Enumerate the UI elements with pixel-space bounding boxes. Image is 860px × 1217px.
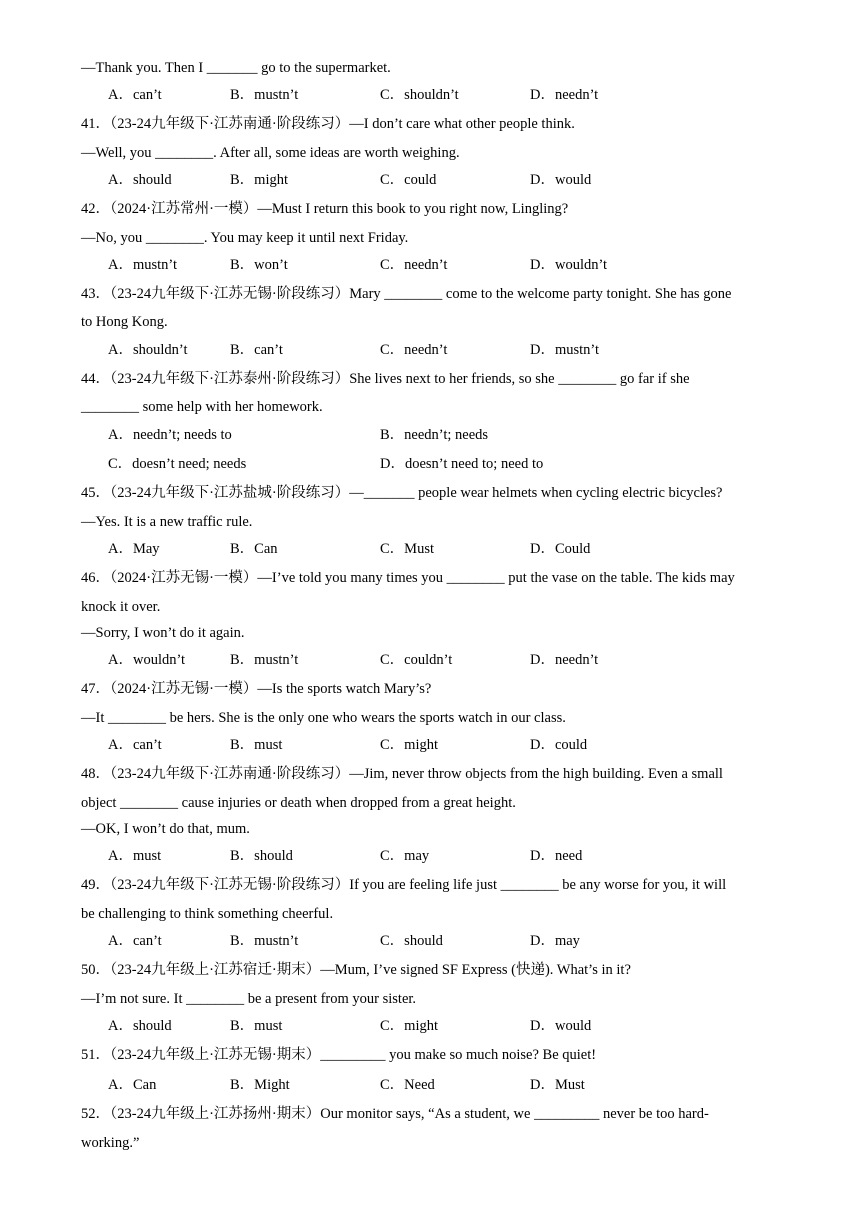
question-46-stem: 46．（2024·江苏无锡·一模）—I’ve told you many times you ________ put the vase on the table. The kids may	[81, 570, 735, 586]
q48-option-b: B．should	[230, 848, 293, 864]
question-44-stem: 44．（23-24九年级下·江苏泰州·阶段练习）She lives next to her friends, so she ________ go far if she	[81, 371, 690, 387]
q41-option-c: C．could	[380, 172, 437, 188]
q43-option-b: B．can’t	[230, 342, 283, 358]
q49-option-a: A．can’t	[108, 933, 162, 949]
q40-option-a: A．can’t	[108, 87, 162, 103]
q51-option-a: A．Can	[108, 1077, 157, 1093]
question-41-response-line: —Well, you ________. After all, some ideas are worth weighing.	[81, 145, 460, 161]
q45-option-c: C．Must	[380, 541, 434, 557]
question-45-stem: 45．（23-24九年级下·江苏盐城·阶段练习）—_______ people wear helmets when cycling electric bicycles?	[81, 485, 723, 501]
question-52-stem-cont: working.”	[81, 1135, 140, 1151]
q44-option-d: D．doesn’t need to; need to	[380, 456, 544, 472]
q43-option-d: D．mustn’t	[530, 342, 600, 358]
q50-option-c: C．might	[380, 1018, 439, 1034]
question-47-response-line: —It ________ be hers. She is the only one who wears the sports watch in our class.	[81, 710, 566, 726]
q50-option-b: B．must	[230, 1018, 283, 1034]
q43-option-c: C．needn’t	[380, 342, 448, 358]
q41-option-a: A．should	[108, 172, 172, 188]
question-43-stem: 43．（23-24九年级下·江苏无锡·阶段练习）Mary ________ come to the welcome party tonight. She has gone	[81, 286, 732, 302]
question-49-stem-cont: be challenging to think something cheerful.	[81, 906, 334, 922]
question-40-response-line: —Thank you. Then I _______ go to the supermarket.	[81, 60, 391, 76]
question-46-response-line: —Sorry, I won’t do it again.	[81, 625, 245, 641]
q42-option-b: B．won’t	[230, 257, 288, 273]
question-43-stem-cont: to Hong Kong.	[81, 314, 168, 330]
q40-option-b: B．mustn’t	[230, 87, 299, 103]
q40-option-c: C．shouldn’t	[380, 87, 459, 103]
q46-option-a: A．wouldn’t	[108, 652, 186, 668]
question-50-response-line: —I’m not sure. It ________ be a present from your sister.	[81, 991, 417, 1007]
question-42-response-line: —No, you ________. You may keep it until next Friday.	[81, 230, 409, 246]
q51-option-b: B．Might	[230, 1077, 290, 1093]
q50-option-d: D．would	[530, 1018, 592, 1034]
q50-option-a: A．should	[108, 1018, 172, 1034]
q45-option-b: B．Can	[230, 541, 278, 557]
q47-option-b: B．must	[230, 737, 283, 753]
q42-option-c: C．needn’t	[380, 257, 448, 273]
question-48-stem-cont: object ________ cause injuries or death when dropped from a great height.	[81, 795, 516, 811]
question-52-stem: 52．（23-24九年级上·江苏扬州·期末）Our monitor says, “As a student, we _________ never be too hard-	[81, 1106, 709, 1122]
q47-option-c: C．might	[380, 737, 439, 753]
q49-option-d: D．may	[530, 933, 580, 949]
question-51-stem: 51．（23-24九年级上·江苏无锡·期末）_________ you make so much noise? Be quiet!	[81, 1047, 597, 1063]
q41-option-d: D．would	[530, 172, 592, 188]
q49-option-c: C．should	[380, 933, 443, 949]
q48-option-d: D．need	[530, 848, 583, 864]
q44-option-b: B．needn’t; needs	[380, 427, 489, 443]
q48-option-a: A．must	[108, 848, 162, 864]
q46-option-c: C．couldn’t	[380, 652, 453, 668]
q46-option-b: B．mustn’t	[230, 652, 299, 668]
q45-option-d: D．Could	[530, 541, 591, 557]
question-44-stem-cont: ________ some help with her homework.	[81, 399, 323, 415]
q47-option-d: D．could	[530, 737, 588, 753]
q42-option-a: A．mustn’t	[108, 257, 178, 273]
q40-option-d: D．needn’t	[530, 87, 599, 103]
q43-option-a: A．shouldn’t	[108, 342, 188, 358]
q44-option-a: A．needn’t; needs to	[108, 427, 232, 443]
question-50-stem: 50．（23-24九年级上·江苏宿迁·期末）—Mum, I’ve signed SF Express (快递). What’s in it?	[81, 962, 631, 978]
question-41-stem: 41．（23-24九年级下·江苏南通·阶段练习）—I don’t care what other people think.	[81, 116, 575, 132]
q48-option-c: C．may	[380, 848, 430, 864]
question-47-stem: 47．（2024·江苏无锡·一模）—Is the sports watch Mary’s?	[81, 681, 432, 697]
question-48-stem: 48．（23-24九年级下·江苏南通·阶段练习）—Jim, never throw objects from the high building. Even a small	[81, 766, 723, 782]
question-42-stem: 42．（2024·江苏常州·一模）—Must I return this book to you right now, Lingling?	[81, 201, 569, 217]
question-46-stem-cont: knock it over.	[81, 599, 161, 615]
question-48-response-line: —OK, I won’t do that, mum.	[81, 821, 250, 837]
q41-option-b: B．might	[230, 172, 289, 188]
q49-option-b: B．mustn’t	[230, 933, 299, 949]
q42-option-d: D．wouldn’t	[530, 257, 608, 273]
question-49-stem: 49．（23-24九年级下·江苏无锡·阶段练习）If you are feeling life just ________ be any worse for you, it will	[81, 877, 727, 893]
q51-option-c: C．Need	[380, 1077, 435, 1093]
question-45-response-line: —Yes. It is a new traffic rule.	[81, 514, 253, 530]
q51-option-d: D．Must	[530, 1077, 585, 1093]
q47-option-a: A．can’t	[108, 737, 162, 753]
q44-option-c: C．doesn’t need; needs	[108, 456, 247, 472]
q45-option-a: A．May	[108, 541, 160, 557]
q46-option-d: D．needn’t	[530, 652, 599, 668]
